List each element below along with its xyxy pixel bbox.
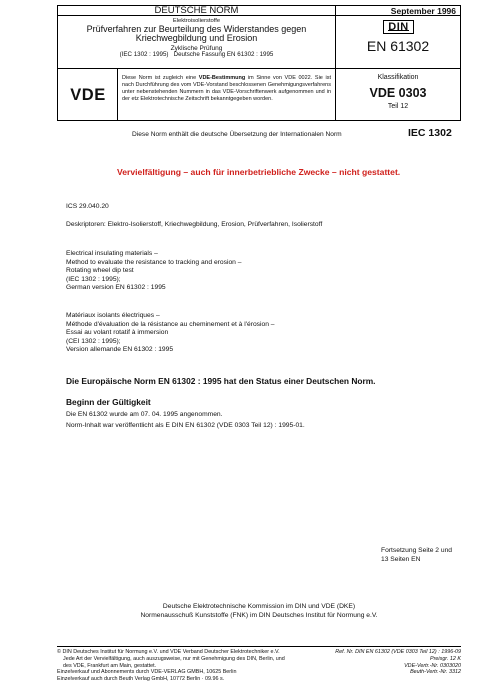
reference-line: Ref. Nr. DIN EN 61302 (VDE 0303 Teil 12) : 1996-09	[335, 649, 461, 655]
french-title	[66, 312, 275, 355]
validity-line: Norm-Inhalt war veröffentlicht als E DIN EN 61302 (VDE 0303 Teil 12) : 1995-01.	[66, 422, 305, 429]
continuation-note	[381, 547, 452, 564]
footer-divider	[57, 646, 461, 647]
ics-code: ICS 29.040.20	[66, 203, 109, 210]
footer-copyright	[57, 649, 285, 683]
french-title-line: Matériaux isolants électriques –	[66, 312, 160, 319]
copyright-line: Einzelverkauf und Abonnements durch VDE-VERLAG GMBH, 10625 Berlin	[57, 669, 237, 676]
vde-statement-bold: VDE-Bestimmung	[198, 75, 246, 81]
french-title-line: Version allemande EN 61302 : 1995	[66, 346, 174, 353]
english-title-line: (IEC 1302 : 1995);	[66, 275, 121, 283]
german-version: Deutsche Fassung EN 61302 : 1995	[173, 51, 274, 58]
en-number: EN 61302	[366, 38, 430, 54]
document-header	[57, 5, 461, 121]
version-line	[58, 52, 335, 59]
validity-heading: Beginn der Gültigkeit	[66, 397, 151, 407]
din-logo	[383, 20, 414, 34]
publication-date: September 1996	[390, 6, 456, 16]
title-line-1: Prüfverfahren zur Beurteilung des Widerstandes gegen	[86, 23, 307, 34]
classification-label: Klassifikation	[377, 74, 419, 81]
vde-number: VDE 0303	[369, 86, 427, 100]
french-title-line: Essai au volant rotatif à immersion	[66, 329, 169, 336]
commission-line: Normenausschuß Kunststoffe (FNK) im DIN Deutsches Institut für Normung e.V.	[140, 611, 378, 619]
vde-statement-cell	[117, 68, 335, 121]
vde-logo-cell	[57, 68, 118, 121]
reference-line: VDE-Vertr.-Nr. 0303020	[404, 662, 461, 669]
continuation-line: Fortsetzung Seite 2 und	[381, 547, 453, 554]
category-small: Elektroisolierstoffe	[172, 18, 221, 24]
series-title: DEUTSCHE NORM	[154, 5, 239, 16]
din-logo-underline	[388, 30, 409, 31]
copyright-line: © DIN Deutsches Institut für Normung e.V. und VDE Verband Deutscher Elektrotechniker e.V.	[57, 649, 280, 655]
title-cell	[57, 15, 335, 69]
english-title-line: German version EN 61302 : 1995	[66, 284, 166, 291]
iec-number: IEC 1302	[408, 127, 452, 139]
french-title-line: Méthode d'évaluation de la résistance au cheminement et à l'érosion –	[66, 320, 275, 328]
teil-number: Teil 12	[387, 103, 409, 110]
din-logo-text: DIN	[388, 21, 409, 33]
footer-reference	[335, 649, 461, 676]
status-statement: Die Europäische Norm EN 61302 : 1995 hat den Status einer Deutschen Norm.	[66, 376, 376, 386]
validity-text	[66, 409, 305, 431]
validity-line: Die EN 61302 wurde am 07. 04. 1995 angenommen.	[66, 411, 223, 418]
commission-line: Deutsche Elektrotechnische Kommission im DIN und VDE (DKE)	[162, 603, 356, 610]
vde-statement-text-2: im Sinne von VDE 0022. Sie ist nach Durchführung des vom VDE-Vorstand beschlossenen Genehmigungsverfahrens unter nebenstehenden Nummern in das VDE-Vorschriftenwerk aufgenommen und in der etz Elektrotechnische Zeitschrift bekanntgegeben worden.	[122, 75, 331, 102]
title-line-2: Kriechwegbildung und Erosion	[135, 33, 258, 43]
iec-reference: (IEC 1302 : 1995)	[119, 51, 169, 58]
reproduction-notice: Vervielfältigung – auch für innerbetriebliche Zwecke – nicht gestattet.	[117, 167, 401, 177]
din-en-cell	[335, 15, 461, 69]
english-title-line: Electrical insulating materials –	[66, 250, 158, 257]
vde-statement-text-1: Diese Norm ist zugleich eine	[122, 75, 199, 81]
french-title-line: (CEI 1302 : 1995);	[66, 337, 121, 345]
descriptors: Deskriptoren: Elektro-Isolierstoff, Kriechwegbildung, Erosion, Prüfverfahren, Isolierstoff	[66, 221, 323, 228]
translation-note: Diese Norm enthält die deutsche Übersetzung der Internationalen Norm	[132, 131, 342, 138]
continuation-line: 13 Seiten EN	[381, 555, 421, 563]
subtitle: Zyklische Prüfung	[170, 44, 223, 52]
reference-line: Preisgr. 12 K	[430, 655, 461, 662]
reference-line: Beuth-Vertr.-Nr. 3312	[410, 669, 461, 676]
commission	[57, 603, 461, 620]
vde-statement	[118, 69, 335, 103]
vde-logo: VDE	[70, 86, 106, 104]
copyright-line: Einzelverkauf auch durch Beuth Verlag GmbH, 10772 Berlin · 09.96 s.	[57, 676, 225, 683]
english-title	[66, 250, 241, 293]
english-title-line: Rotating wheel dip test	[66, 267, 134, 274]
copyright-line: des VDE, Frankfurt am Main, gestattet.	[63, 662, 157, 669]
english-title-line: Method to evaluate the resistance to tracking and erosion –	[66, 258, 242, 266]
classification-cell	[335, 68, 461, 121]
copyright-line: Jede Art der Vervielfältigung, auch auszugsweise, nur mit Genehmigung des DIN, Berlin, und	[63, 655, 285, 662]
